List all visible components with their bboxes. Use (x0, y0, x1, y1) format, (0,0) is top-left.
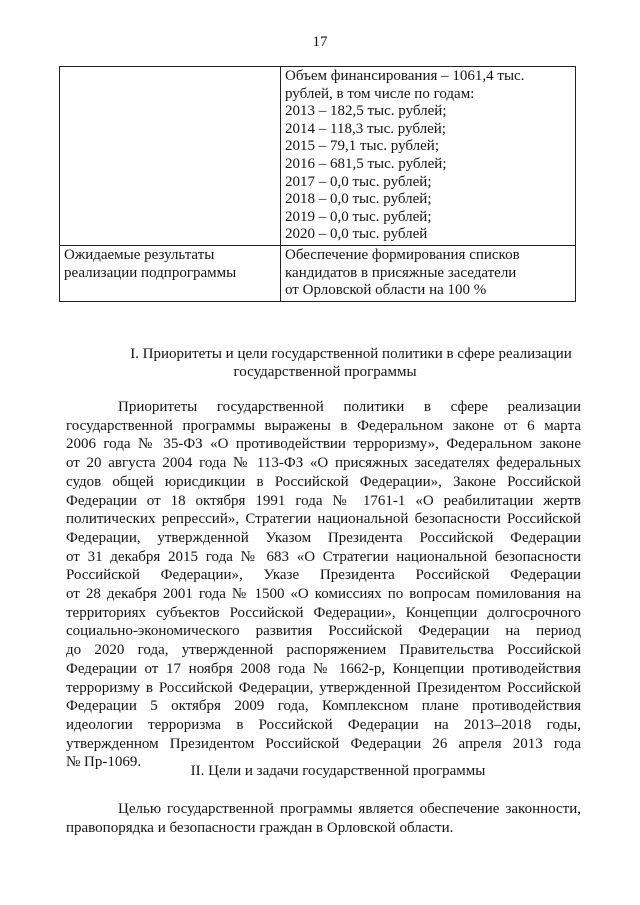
subprogram-passport-table (59, 66, 576, 302)
paragraph-line: № Пр-1069. (66, 754, 142, 771)
paragraph-line: от 31 декабря 2015 года № 683 «О Стратегии национальной безопасности (66, 548, 581, 565)
results-value-line: Обеспечение формирования списков (285, 246, 520, 263)
financing-line: 2018 – 0,0 тыс. рублей; (285, 191, 432, 208)
table-cell-empty (60, 67, 281, 246)
financing-line: 2020 – 0,0 тыс. рублей (285, 226, 428, 243)
results-value-line: кандидатов в присяжные заседатели (285, 264, 517, 281)
paragraph-line: Федерации 5 октября 2009 года, Комплексном плане противодействия (66, 698, 581, 715)
paragraph-line: утвержденном Президентом Российской Федерации 26 апреля 2013 года (66, 735, 581, 752)
section-2-paragraph (66, 800, 581, 837)
financing-line: 2017 – 0,0 тыс. рублей; (285, 173, 432, 190)
financing-line: 2015 – 79,1 тыс. рублей; (285, 138, 439, 155)
section-1-paragraph (66, 398, 581, 772)
paragraph-line: от 28 декабря 2001 года № 1500 «О комиссиях по вопросам помилования на (66, 586, 581, 603)
section-2-heading: II. Цели и задачи государственной программы (190, 763, 486, 779)
financing-line: 2014 – 118,3 тыс. рублей; (285, 120, 446, 137)
section-1-heading-line: государственной программы (233, 364, 417, 380)
financing-line: 2016 – 681,5 тыс. рублей; (285, 155, 447, 172)
results-label-cell (60, 245, 281, 301)
paragraph-line: государственной программы выражены в Федеральном законе от 6 марта (66, 417, 581, 434)
paragraph-line: Федерации, утвержденной Указом Президента Российской Федерации (66, 529, 581, 546)
paragraph-line: Приоритеты государственной политики в сфере реализации (118, 399, 581, 415)
paragraph-line: идеологии терроризма в Российской Федерации на 2013–2018 годы, (66, 716, 581, 733)
paragraph-line: до 2020 года, утвержденной распоряжением Правительства Российской (66, 642, 581, 659)
financing-cell (281, 67, 576, 246)
section-1-heading (0, 345, 640, 381)
table-row (60, 67, 576, 246)
paragraph-line: Федерации от 17 ноября 2008 года № 1662-р, Концепции противодействия (66, 660, 581, 677)
page-number: 17 (312, 34, 328, 50)
financing-line: рублей, в том числе по годам: (285, 85, 475, 102)
results-value-line: от Орловской области на 100 % (285, 282, 487, 299)
paragraph-line: территориях субъектов Российской Федерации», Концепции долгосрочного (66, 604, 581, 621)
table-row (60, 245, 576, 301)
paragraph-line: терроризму в Российской Федерации, утвержденной Президентом Российской (66, 679, 581, 696)
paragraph-line: 2006 года № 35-ФЗ «О противодействии терроризму», Федеральном законе (66, 436, 581, 453)
financing-line: 2019 – 0,0 тыс. рублей; (285, 208, 432, 225)
paragraph-line: Федерации от 18 октября 1991 года № 1761-1 «О реабилитации жертв (66, 492, 581, 509)
financing-line: 2013 – 182,5 тыс. рублей; (285, 103, 447, 120)
section-1-heading-line: I. Приоритеты и цели государственной политики в сфере реализации (130, 346, 572, 362)
paragraph-line: Российской Федерации», Указе Президента Российской Федерации (66, 567, 581, 584)
results-value-cell (281, 245, 576, 301)
results-label-line: реализации подпрограммы (64, 264, 237, 281)
financing-line: Объем финансирования – 1061,4 тыс. (285, 68, 525, 84)
results-label-line: Ожидаемые результаты (64, 246, 215, 263)
paragraph-line: от 20 августа 2004 года № 113-ФЗ «О присяжных заседателях федеральных (66, 455, 581, 472)
paragraph-line: политических репрессий», Стратегии национальной безопасности Российской (66, 511, 581, 528)
paragraph-line: правопорядка и безопасности граждан в Орловской области. (66, 819, 454, 836)
paragraph-line: судов общей юрисдикции в Российской Федерации», Законе Российской (66, 473, 581, 490)
paragraph-line: социально-экономического развития Российской Федерации на период (66, 623, 581, 640)
paragraph-line: Целью государственной программы является обеспечение законности, (118, 801, 581, 817)
